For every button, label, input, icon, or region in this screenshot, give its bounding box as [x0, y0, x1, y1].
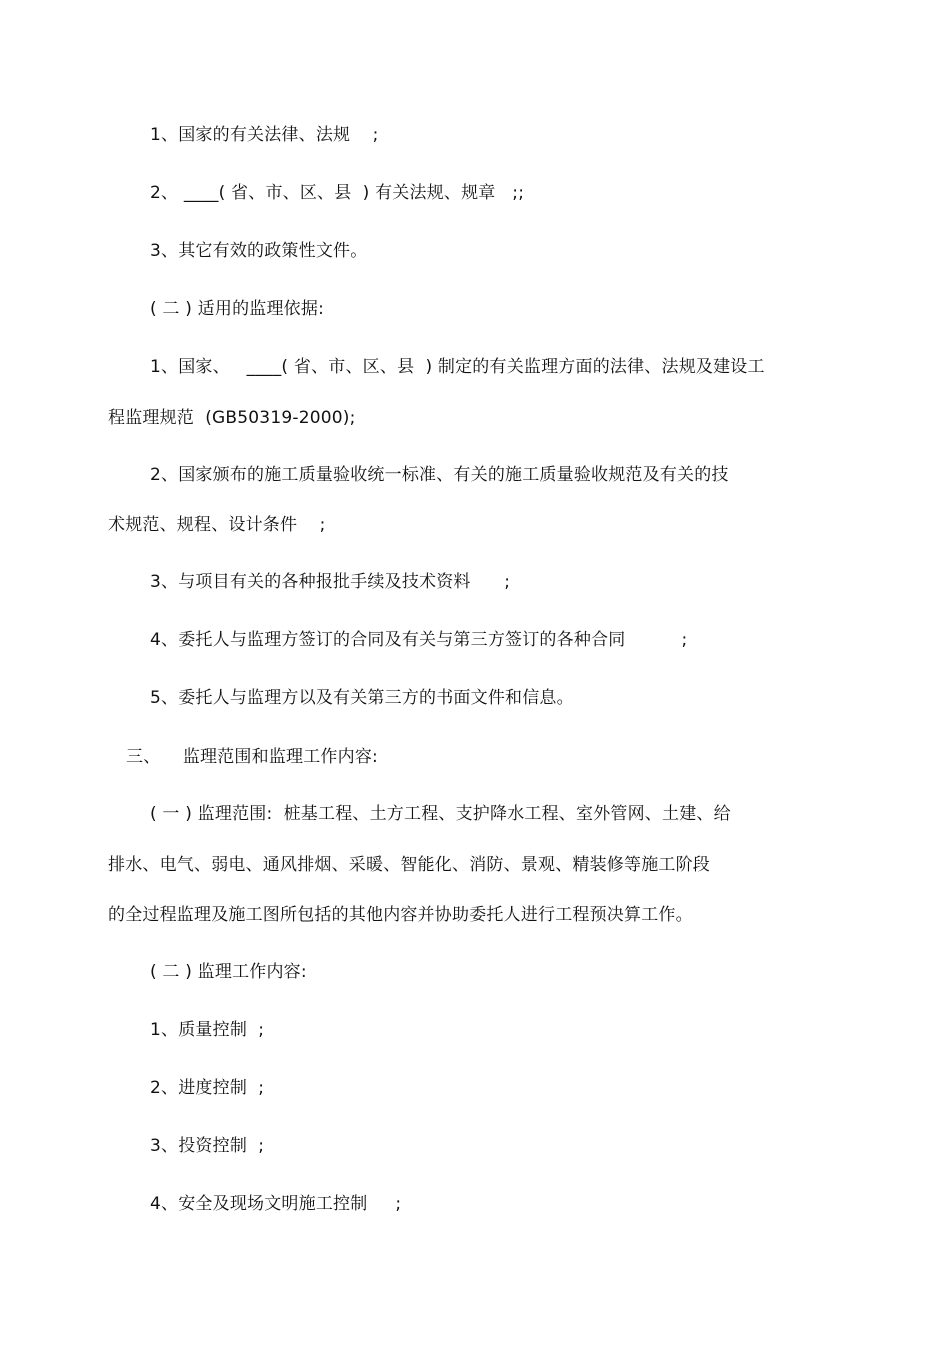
basis-item-3: 3、与项目有关的各种报批手续及技术资料 ; — [150, 572, 511, 592]
scope-paragraph-line-3: 的全过程监理及施工图所包括的其他内容并协助委托人进行工程预决算工作。 — [108, 905, 693, 925]
work-item-4: 4、安全及现场文明施工控制 ; — [150, 1194, 402, 1214]
scope-paragraph-line-1: ( 一 ) 监理范围: 桩基工程、土方工程、支护降水工程、室外管网、土建、给 — [150, 804, 731, 824]
work-item-1: 1、质量控制 ; — [150, 1020, 265, 1040]
work-item-2: 2、进度控制 ; — [150, 1078, 265, 1098]
basis-item-2: 2、国家颁布的施工质量验收统一标准、有关的施工质量验收规范及有关的技 — [150, 465, 729, 485]
law-item-1: 1、国家的有关法律、法规 ; — [150, 125, 379, 145]
basis-item-4: 4、委托人与监理方签订的合同及有关与第三方签订的各种合同 ; — [150, 630, 688, 650]
section-three-heading: 三、 监理范围和监理工作内容: — [126, 747, 378, 767]
law-item-2: 2、 ____( 省、市、区、县 ) 有关法规、规章 ;; — [150, 183, 525, 203]
basis-item-5: 5、委托人与监理方以及有关第三方的书面文件和信息。 — [150, 688, 574, 708]
law-item-3: 3、其它有效的政策性文件。 — [150, 241, 368, 261]
scope-paragraph-line-2: 排水、电气、弱电、通风排烟、采暖、智能化、消防、景观、精装修等施工阶段 — [108, 855, 710, 875]
section-work-content-heading: ( 二 ) 监理工作内容: — [150, 962, 307, 982]
basis-item-2-continued: 术规范、规程、设计条件 ; — [108, 515, 326, 535]
basis-item-1: 1、国家、 ____( 省、市、区、县 ) 制定的有关监理方面的法律、法规及建设工 — [150, 357, 765, 377]
section-applicable-basis-heading: ( 二 ) 适用的监理依据: — [150, 299, 325, 319]
basis-item-1-continued: 程监理规范 (GB50319-2000); — [108, 408, 356, 428]
work-item-3: 3、投资控制 ; — [150, 1136, 265, 1156]
